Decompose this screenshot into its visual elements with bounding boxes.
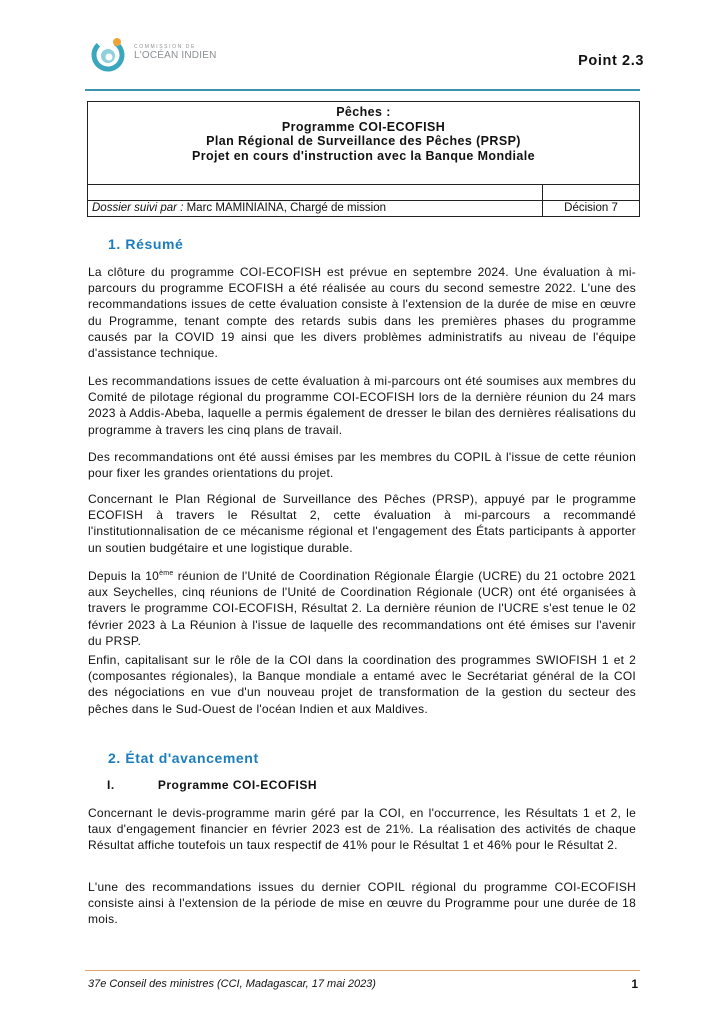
paragraph: L'une des recommandations issues du dernier COPIL régional du programme COI-ECOFISH consiste ainsi à l'extension de la période de mise en œuvre du Programme pour une durée de 18 mois.: [88, 880, 636, 927]
logo-line1: COMMISSION DE: [134, 44, 196, 50]
title-line: Programme COI-ECOFISH: [281, 119, 446, 134]
title-line: Pêches :: [336, 105, 391, 119]
coi-logo-icon: [90, 33, 130, 73]
superscript: ème: [159, 570, 174, 577]
paragraph-part: Depuis la 10: [88, 569, 160, 583]
empty-row: [88, 184, 639, 200]
title-block: [88, 102, 639, 184]
decision-label: Décision 7: [564, 202, 618, 214]
title-box: [87, 101, 640, 217]
paragraph: Concernant le Plan Régional de Surveillance des Pêches (PRSP), appuyé par le programme ECOFISH à travers le Résultat 2, cette évaluation à mi-parcours a recommandé l'institutionnalisation de ce mécanisme régional et l'engagement des États participants à apporter un soutien budgétaire et une logistique durable.: [88, 492, 636, 555]
paragraph: Enfin, capitalisant sur le rôle de la COI dans la coordination des programmes SWIOFISH 1 et 2 (composantes régionales), la Banque mondiale a entamé avec le Secrétariat général de la COI des négociations en vue d'un nouveau projet de transformation de la gestion du secteur des pêches dans le Sud-Ouest de l'océan Indien et aux Maldives.: [88, 653, 636, 716]
paragraph: Des recommandations ont été aussi émises par les membres du COPIL à l'issue de cette réunion pour fixer les grandes orientations du projet.: [88, 450, 636, 481]
section-heading-etat: 2. État d'avancement: [108, 750, 259, 766]
paragraph: Concernant le devis-programme marin géré par la COI, en l'occurrence, les Résultats 1 et 2, le taux d'engagement financier en février 2023 est de 21%. La réalisation des activités de chaque Résultat affiche toutefois un taux respectif de 41% pour le Résultat 1 et 46% pour le Résultat 2.: [88, 806, 636, 853]
header-rule: [85, 89, 640, 91]
paragraph: [88, 566, 636, 649]
title-line: Plan Régional de Surveillance des Pêches (PRSP): [206, 134, 521, 148]
page-number: 1: [631, 977, 638, 991]
section-heading-resume: 1. Résumé: [108, 236, 184, 252]
coi-logo: [90, 33, 270, 73]
paragraph: Les recommandations issues de cette évaluation à mi-parcours ont été soumises aux membres du Comité de pilotage régional du programme COI-ECOFISH lors de la dernière réunion du 24 mars 2023 à Addis-Abeba, laquelle a permis également de dresser le bilan des dernières réalisations du programme à travers les cinq plans de travail.: [88, 374, 636, 437]
paragraph: La clôture du programme COI-ECOFISH est prévue en septembre 2024. Une évaluation à mi-parcours du programme ECOFISH a été réalisée au cours du second semestre 2022. L'une des recommandations issues de cette évaluation consiste à l'extension de la durée de mise en œuvre du Programme, tenant compte des retards subis dans les premières phases du programme causés par la COVID 19 ainsi que les divers problèmes administratifs au niveau de l'équipe d'assistance technique.: [88, 265, 636, 361]
subsection-title: Programme COI-ECOFISH: [157, 778, 318, 792]
dossier-label: Dossier suivi par :: [92, 202, 184, 214]
dossier-row: [88, 200, 639, 216]
footer-rule: [85, 970, 640, 971]
subsection-number: I.: [107, 778, 115, 792]
dossier-value: Marc MAMINIAINA, Chargé de mission: [186, 202, 386, 214]
logo-line2: L'OCÉAN INDIEN: [134, 50, 217, 61]
title-line: Projet en cours d'instruction avec la Banque Mondiale: [192, 148, 535, 163]
paragraph-part: réunion de l'Unité de Coordination Régionale Élargie (UCRE) du 21 octobre 2021 aux Seychelles, cinq réunions de l'Unité de Coordination Régionale (UCR) ont été organisées à travers le programme COI-ECOFISH, Résultat 2. La dernière réunion de l'UCRE s'est tenue le 02 février 2023 à La Réunion à l'issue de laquelle des recommandations ont été émises sur l'avenir du PRSP.: [88, 569, 636, 648]
point-label: Point 2.3: [578, 53, 644, 69]
subsection-heading: [107, 778, 317, 792]
footer-text: 37e Conseil des ministres (CCI, Madagascar, 17 mai 2023): [88, 978, 376, 990]
